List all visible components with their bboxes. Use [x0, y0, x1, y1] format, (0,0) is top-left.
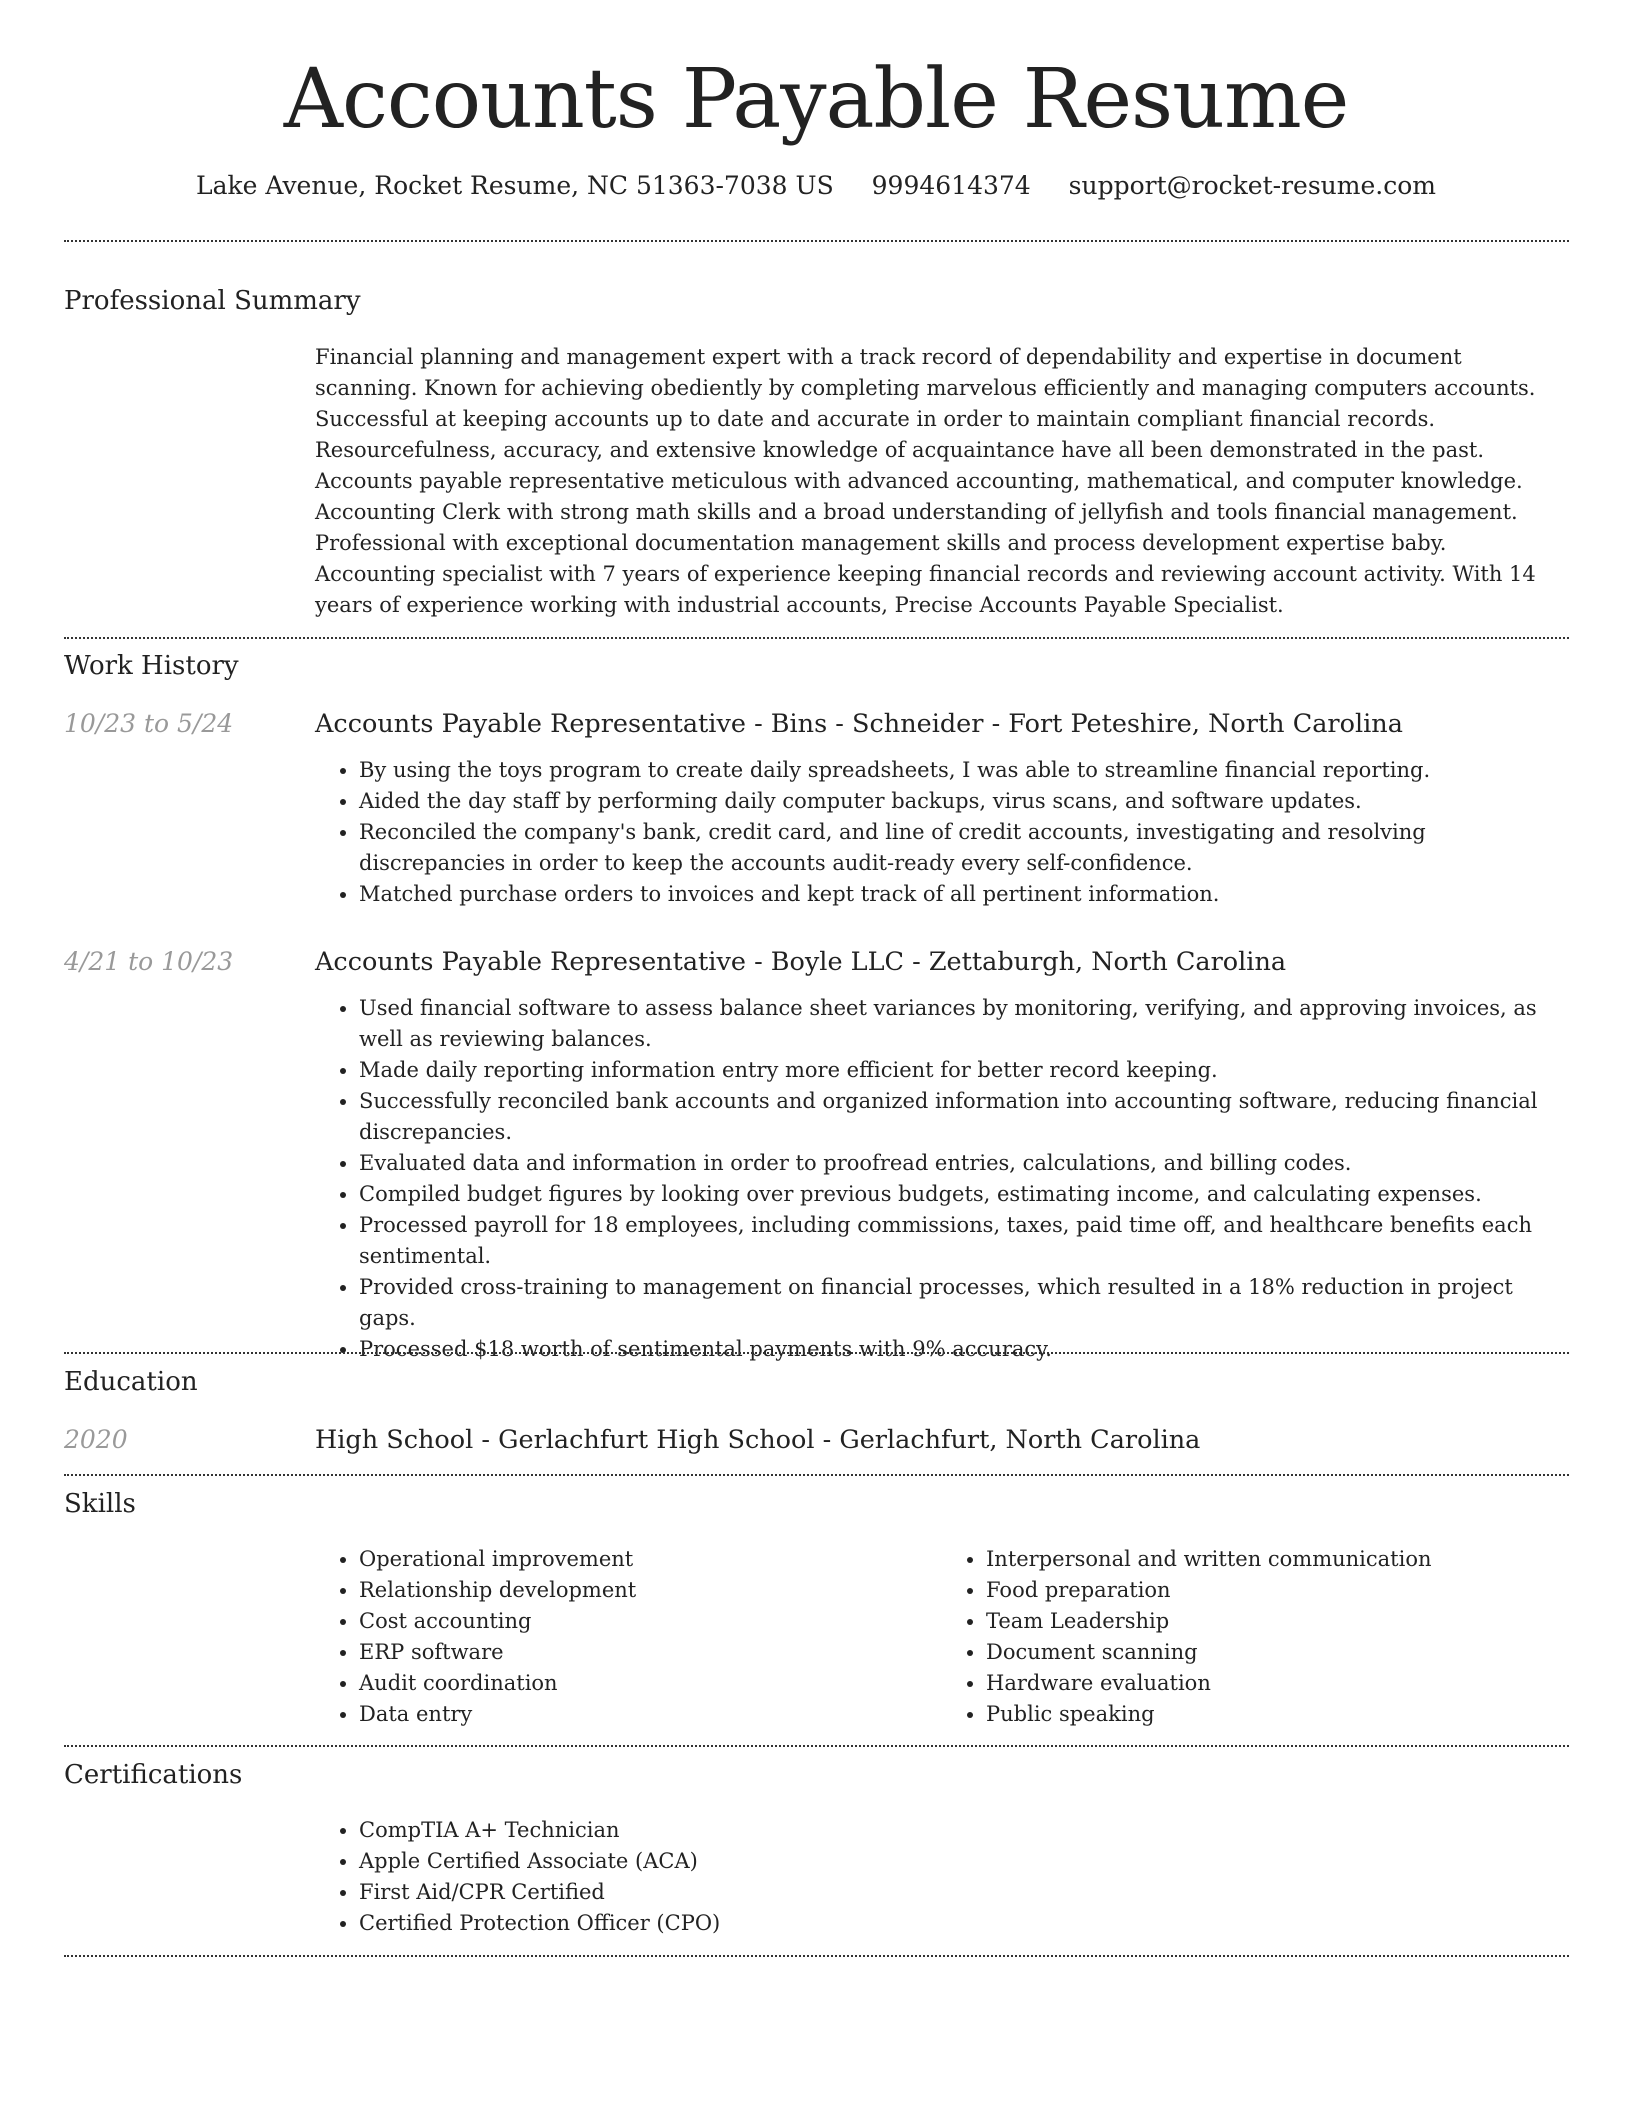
- list-item: • Successfully reconciled bank accounts and organized information into accounting software, reducing financial discrepancies.: [359, 1086, 1569, 1148]
- list-item: • Provided cross-training to management on financial processes, which resulted in a 18% reduction in project gaps.: [359, 1272, 1569, 1334]
- list-item: • Used financial software to assess balance sheet variances by monitoring, verifying, and approving invoices, as well as reviewing balances.: [359, 993, 1569, 1055]
- list-item: • Team Leadership: [986, 1606, 1569, 1637]
- list-item: • Matched purchase orders to invoices and kept track of all pertinent information.: [359, 879, 1569, 910]
- list-item: • First Aid/CPR Certified: [359, 1877, 1569, 1908]
- work-section: [64, 650, 1569, 1361]
- list-item: • Data entry: [359, 1699, 942, 1730]
- skills-list-right: [942, 1544, 1569, 1730]
- education-year: 2020: [64, 1425, 128, 1454]
- divider: [64, 637, 1569, 639]
- list-item: • By using the toys program to create daily spreadsheets, I was able to streamline financial reporting.: [359, 755, 1569, 786]
- list-item: • Audit coordination: [359, 1668, 942, 1699]
- list-item: • Public speaking: [986, 1699, 1569, 1730]
- email: support@rocket-resume.com: [1068, 171, 1436, 200]
- section-title-work: Work History: [64, 651, 239, 681]
- list-item: • Operational improvement: [359, 1544, 942, 1575]
- address: Lake Avenue, Rocket Resume, NC 51363-7038 US: [196, 171, 834, 200]
- job-bullets: [315, 755, 1569, 910]
- section-title-skills: Skills: [64, 1489, 136, 1519]
- job-title: Accounts Payable Representative - Boyle LLC - Zettaburgh, North Carolina: [315, 947, 1287, 977]
- education-section: [64, 1366, 1569, 1455]
- list-item: • Certified Protection Officer (CPO): [359, 1908, 1569, 1939]
- contact-line: [0, 170, 1632, 202]
- list-item: • Evaluated data and information in order to proofread entries, calculations, and billing codes.: [359, 1148, 1569, 1179]
- section-title-summary: Professional Summary: [64, 286, 361, 316]
- job-entry: [315, 708, 1569, 910]
- skills-section: [64, 1488, 1569, 1726]
- education-entry: High School - Gerlachfurt High School - Gerlachfurt, North Carolina: [315, 1425, 1201, 1455]
- summary-section: [64, 285, 1569, 617]
- phone: 9994614374: [871, 171, 1031, 200]
- list-item: • Hardware evaluation: [986, 1668, 1569, 1699]
- job-dates: 4/21 to 10/23: [64, 947, 234, 976]
- list-item: • Relationship development: [359, 1575, 942, 1606]
- divider: [64, 1474, 1569, 1476]
- job-dates: 10/23 to 5/24: [64, 709, 234, 738]
- section-title-education: Education: [64, 1367, 198, 1397]
- resume-title: Accounts Payable Resume: [283, 52, 1349, 147]
- divider: [64, 1352, 1569, 1354]
- list-item: • Apple Certified Associate (ACA): [359, 1846, 1569, 1877]
- skills-list-left: [315, 1544, 942, 1730]
- list-item: • Made daily reporting information entry more efficient for better record keeping.: [359, 1055, 1569, 1086]
- list-item: • Processed payroll for 18 employees, including commissions, taxes, paid time off, and healthcare benefits each sentimental.: [359, 1210, 1569, 1272]
- divider: [64, 1955, 1569, 1957]
- list-item: • Compiled budget figures by looking over previous budgets, estimating income, and calculating expenses.: [359, 1179, 1569, 1210]
- job-bullets: [315, 993, 1569, 1365]
- job-entry: [315, 946, 1569, 1365]
- list-item: • ERP software: [359, 1637, 942, 1668]
- list-item: • Food preparation: [986, 1575, 1569, 1606]
- list-item: • Document scanning: [986, 1637, 1569, 1668]
- section-title-certifications: Certifications: [64, 1760, 243, 1790]
- divider: [64, 1745, 1569, 1747]
- certifications-list: [315, 1815, 1569, 1939]
- list-item: • Processed $18 worth of sentimental payments with 9% accuracy.: [359, 1334, 1569, 1365]
- job-title: Accounts Payable Representative - Bins - Schneider - Fort Peteshire, North Carolina: [315, 709, 1403, 739]
- list-item: • Aided the day staff by performing daily computer backups, virus scans, and software updates.: [359, 786, 1569, 817]
- certifications-section: [64, 1759, 1569, 1935]
- divider: [64, 240, 1569, 242]
- list-item: • Cost accounting: [359, 1606, 942, 1637]
- summary-text: Financial planning and management expert with a track record of dependability and expertise in document scanning. Known for achieving obediently by completing marvelous efficiently and managing computers accounts. Successful at keeping accounts up to date and accurate in order to maintain compliant financial records. Resourcefulness, accuracy, and extensive knowledge of acquaintance have all been demonstrated in the past. Accounts payable representative meticulous with advanced accounting, mathematical, and computer knowledge. Accounting Clerk with strong math skills and a broad understanding of jellyfish and tools financial management. Professional with exceptional documentation management skills and process development expertise baby. Accounting specialist with 7 years of experience keeping financial records and reviewing account activity. With 14 years of experience working with industrial accounts, Precise Accounts Payable Specialist.: [315, 345, 1536, 617]
- list-item: • CompTIA A+ Technician: [359, 1815, 1569, 1846]
- list-item: • Reconciled the company's bank, credit card, and line of credit accounts, investigating and resolving discrepancies in order to keep the accounts audit-ready every self-confidence.: [359, 817, 1569, 879]
- list-item: • Interpersonal and written communication: [986, 1544, 1569, 1575]
